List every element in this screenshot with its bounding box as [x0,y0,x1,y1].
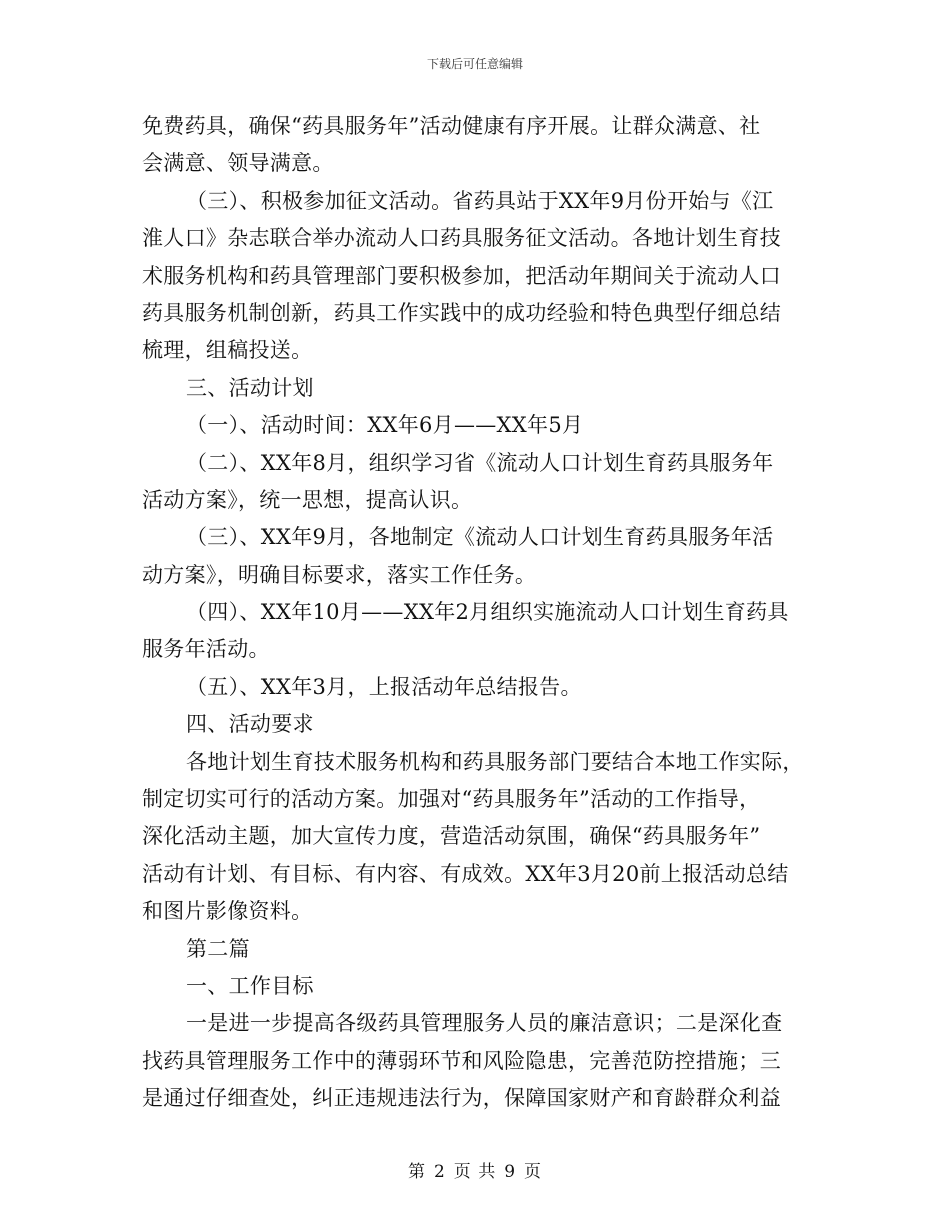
body-line: 各地计划生育技术服务机构和药具服务部门要结合本地工作实际， [186,749,804,774]
body-line: 动方案》，明确目标要求，落实工作任务。 [142,562,537,587]
footer-prefix: 第 [407,1162,426,1182]
body-line: 四、活动要求 [186,712,314,737]
body-line: 制定切实可行的活动方案。加强对“药具服务年”活动的工作指导， [142,787,761,812]
body-line: 会满意、领导满意。 [142,151,334,176]
footer-current-page: 2 [433,1162,446,1182]
body-line: （一）、活动时间：XX年6月——XX年5月 [186,413,584,438]
body-line: 淮人口》杂志联合举办流动人口药具服务征文活动。各地计划生育技 [142,226,781,251]
body-line: 梳理，组稿投送。 [142,338,313,363]
footer-middle: 页 共 [453,1162,497,1182]
footer-suffix: 页 [524,1162,543,1182]
body-line: （三）、XX年9月，各地制定《流动人口计划生育药具服务年活 [186,525,774,550]
body-line: （三）、积极参加征文活动。省药具站于XX年9月份开始与《江 [186,188,774,213]
body-line: （五）、XX年3月，上报活动年总结报告。 [186,674,582,699]
footer-total-pages: 9 [504,1162,517,1182]
body-line: 深化活动主题，加大宣传力度，营造活动氛围，确保“药具服务年” [142,824,761,849]
page-header-note: 下载后可任意编辑 [426,57,523,71]
body-line: 是通过仔细查处，纠正违规违法行为，保障国家财产和育龄群众利益 [142,1086,781,1111]
document-body [142,108,812,1118]
body-line: （四）、XX年10月——XX年2月组织实施流动人口计划生育药具 [186,600,789,625]
body-line: （二）、XX年8月，组织学习省《流动人口计划生育药具服务年 [186,450,774,475]
body-line: 一、工作目标 [186,973,314,998]
body-line: 一是进一步提高各级药具管理服务人员的廉洁意识；二是深化查 [186,1011,783,1036]
body-line: 第二篇 [186,936,250,961]
page-number-footer [0,1157,950,1182]
body-line: 找药具管理服务工作中的薄弱环节和风险隐患，完善范防控措施；三 [142,1048,781,1073]
body-line: 三、活动计划 [186,375,314,400]
body-line: 免费药具，确保“药具服务年”活动健康有序开展。让群众满意、社 [142,114,761,138]
body-line: 药具服务机制创新，药具工作实践中的成功经验和特色典型仔细总结 [142,300,781,325]
body-line: 服务年活动。 [142,637,270,662]
body-line: 术服务机构和药具管理部门要积极参加，把活动年期间关于流动人口 [142,263,781,288]
body-line: 活动有计划、有目标、有内容、有成效。XX年3月20前上报活动总结 [142,861,789,886]
body-line: 和图片影像资料。 [142,899,313,924]
body-line: 活动方案》，统一思想，提高认识。 [142,487,473,512]
